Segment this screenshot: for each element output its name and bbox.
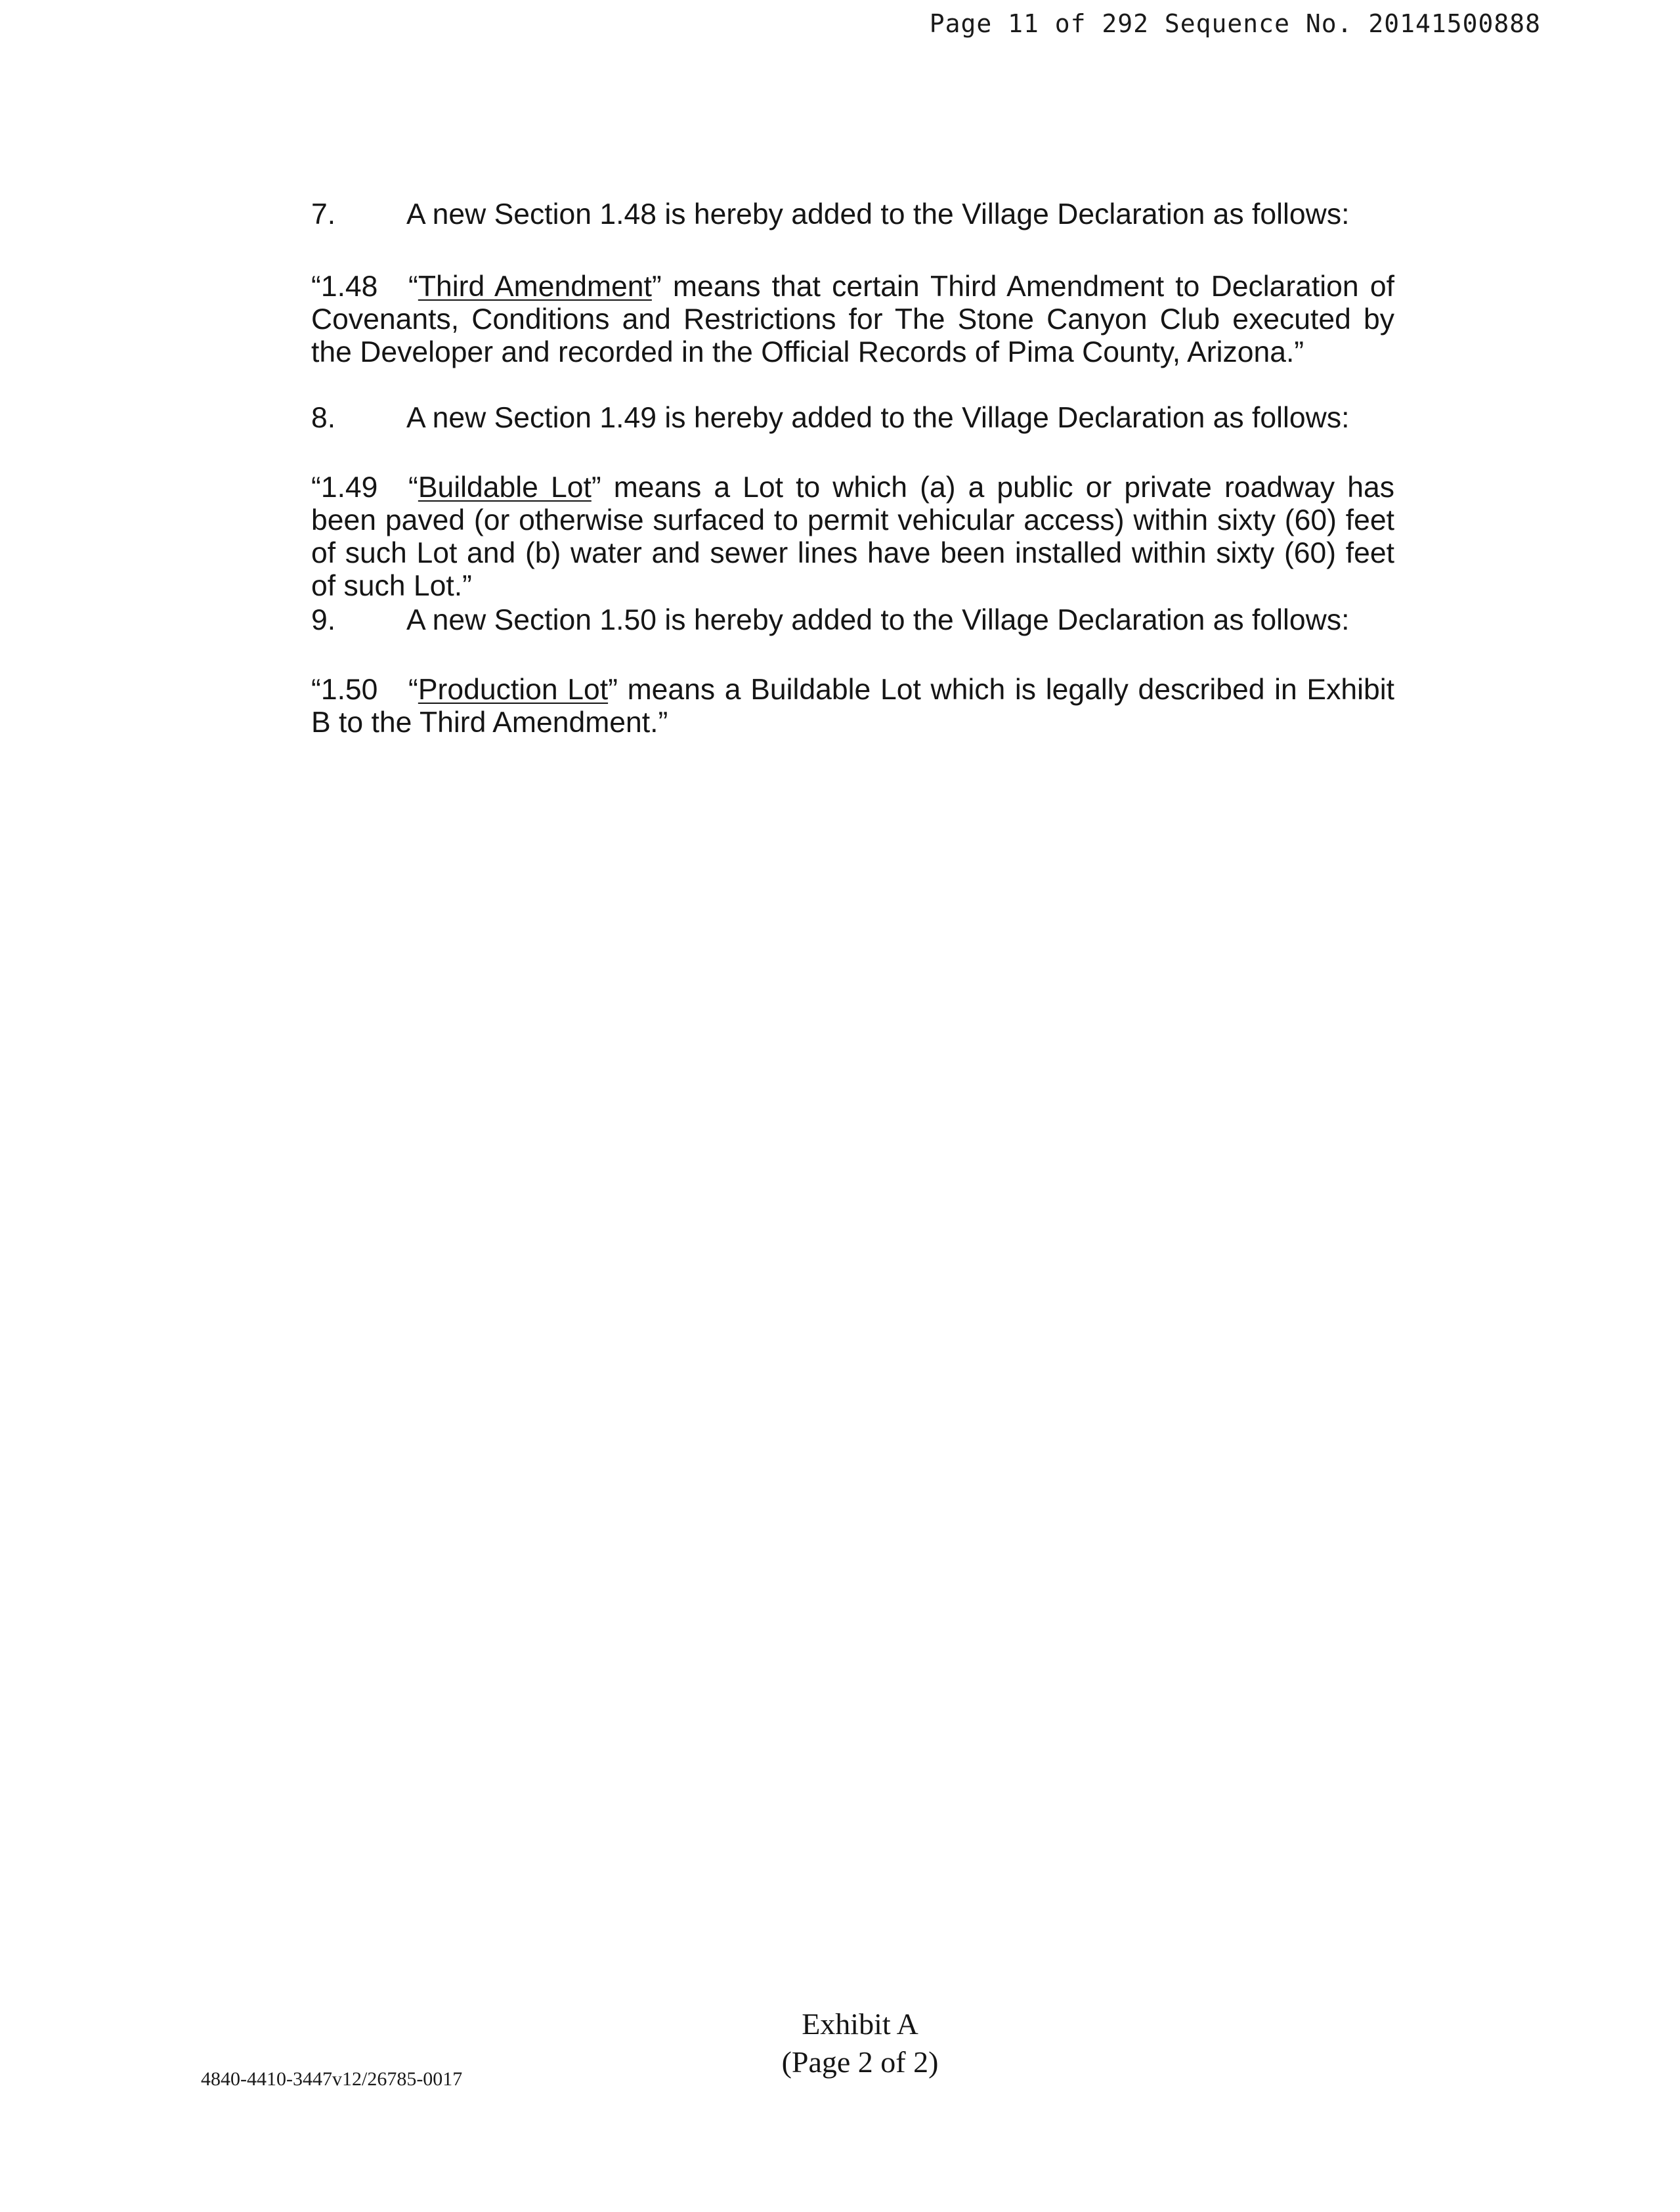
definition-1-50: [311, 674, 1394, 739]
item-number: 8.: [311, 402, 336, 434]
section-7-item: [311, 198, 1394, 231]
definition-section-number: “1.50: [311, 674, 378, 706]
exhibit-page-number: (Page 2 of 2): [781, 2045, 939, 2079]
section-8-item: [311, 402, 1394, 435]
exhibit-title: Exhibit A: [802, 2007, 918, 2041]
item-text: A new Section 1.50 is hereby added to the Village Declaration as follows:: [406, 604, 1350, 636]
defined-term: “Third Amendment”: [408, 271, 662, 303]
defined-term-underlined: Production Lot: [418, 674, 609, 706]
item-number: 9.: [311, 604, 336, 636]
definition-text: means a Lot to which (a) a public or private roadway has been paved (or otherwise surfaced to permit vehicular access) within sixty (60) feet of such Lot and (b) water and sewer lines have been installed within sixty (60) feet of such Lot.”: [311, 471, 1395, 602]
item-number: 7.: [311, 198, 336, 230]
defined-term-underlined: Buildable Lot: [418, 471, 592, 504]
defined-term: “Buildable Lot”: [408, 471, 601, 504]
definition-1-48: [311, 271, 1394, 369]
definition-text: means a Buildable Lot which is legally described in Exhibit B to the Third Amendment.”: [311, 674, 1394, 739]
item-text: A new Section 1.49 is hereby added to the Village Declaration as follows:: [406, 402, 1350, 434]
section-9-item: [311, 604, 1394, 637]
defined-term: “Production Lot”: [408, 674, 618, 706]
defined-term-underlined: Third Amendment: [418, 271, 652, 303]
definition-text: means that certain Third Amendment to Declaration of Covenants, Conditions and Restrictions for The Stone Canyon Club executed by the Developer and recorded in the Official Records of Pima County, Arizona.”: [311, 271, 1394, 368]
page-sequence-stamp: Page 11 of 292 Sequence No. 20141500888: [929, 9, 1541, 38]
document-id: 4840-4410-3447v12/26785-0017: [201, 2068, 463, 2090]
definition-1-49: [311, 471, 1394, 603]
item-text: A new Section 1.48 is hereby added to the Village Declaration as follows:: [406, 198, 1350, 230]
definition-section-number: “1.49: [311, 471, 378, 504]
exhibit-footer: [735, 2005, 985, 2081]
definition-section-number: “1.48: [311, 271, 378, 303]
